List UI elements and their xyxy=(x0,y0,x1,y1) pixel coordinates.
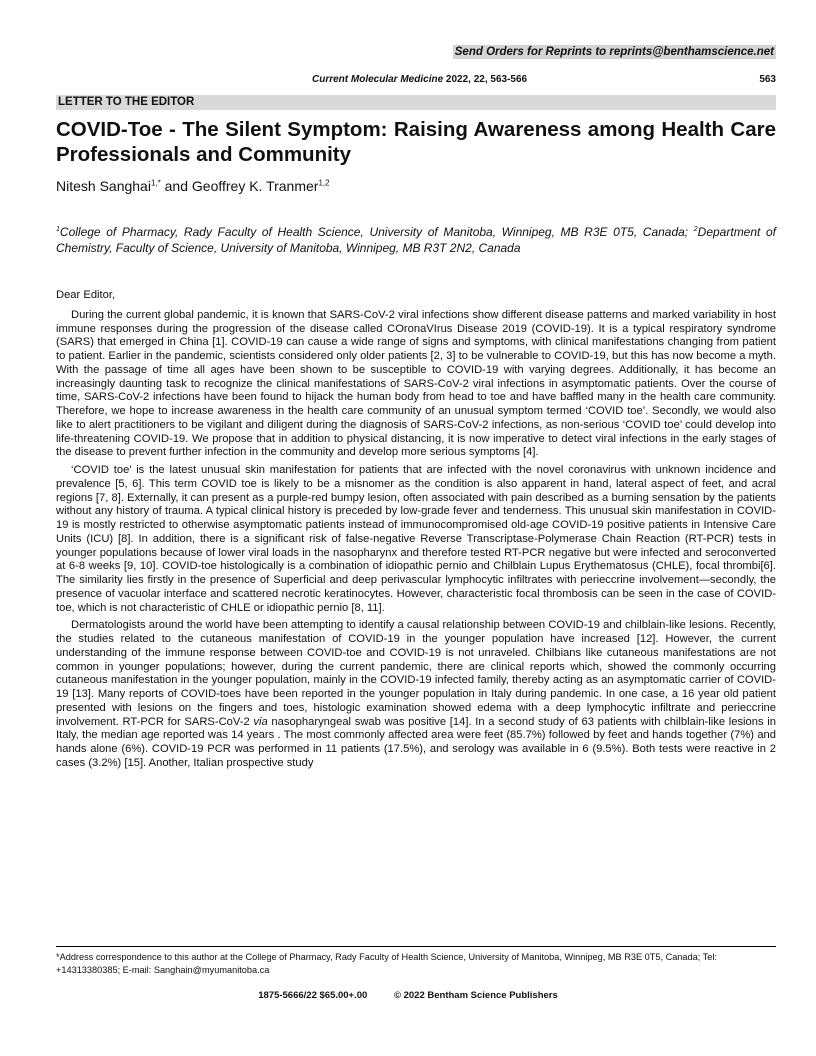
reprint-notice: Send Orders for Reprints to reprints@benthamscience.net xyxy=(454,46,774,58)
author-list xyxy=(56,178,330,194)
page-footer xyxy=(0,990,816,1001)
journal-issue: 2022, 22, 563-566 xyxy=(445,74,528,85)
paragraph-text: Dermatologists around the world have been attempting to identify a causal relationship between COVID-19 and chilblain-like lesions. Recently, the studies related to the cutaneous manifestation of COVID-19 in the younger population have increased [12]. However, the current understanding of the immune response between COVID-toe and COVID-19 is not unraveled. Chilbians like cutaneous manifestations are not common in younger populations; however, during the current pandemic, there are clinical reports which, showed the commonly occurring cutaneous manifestation in the younger population, mainly in the COVID-19 infected family, thereby acting as an asymptomatic carrier of COVID-19 [13]. Many reports of COVID-toes have been reported in the younger population in Italy during pandemic. In one case, a 16 year old patient presented with lesions on the fingers and toes, histologic examination showed edema with a deep lymphocytic infiltrate and perieccrine involvement. RT-PCR for SARS-CoV-2 xyxy=(56,619,776,728)
paragraph-text: nasopharyngeal swab was positive [14]. In a second study of 63 patients with chilblain-like lesions in Italy, the median age reported was 14 years . The most commonly affected area were feet (85.7%) followed by feet and hands together (7%) and hands alone (6%). COVID-19 PCR was performed in 11 patients (17.5%), and serology was available in 6 (9.5%). Both tests were reactive in 2 cases (3.2%) [15]. Another, Italian prospective study xyxy=(56,715,776,769)
affiliation-marker: 1 xyxy=(56,226,60,233)
author-affiliation-marker: 1,2 xyxy=(318,178,330,188)
affiliation-1: College of Pharmacy, Rady Faculty of Health Science, University of Manitoba, Winnipeg, MB R3E 0T5, Canada; xyxy=(59,225,694,239)
article-title: COVID-Toe - The Silent Symptom: Raising Awareness among Health Care Professionals and Community xyxy=(56,118,776,166)
salutation: Dear Editor, xyxy=(56,289,116,301)
issn-price: 1875-5666/22 $65.00+.00 xyxy=(258,990,368,1001)
article-body xyxy=(56,289,776,775)
journal-citation xyxy=(312,74,527,85)
affiliation-2: Department of Chemistry, Faculty of Science, University of Manitoba, Winnipeg, MB R3T 2N2, Canada xyxy=(56,225,776,255)
section-label: LETTER TO THE EDITOR xyxy=(56,95,776,110)
affiliation-marker: 2 xyxy=(693,226,698,233)
author-joiner: and xyxy=(160,178,192,194)
author-name: Nitesh Sanghai xyxy=(56,178,151,194)
paragraph: ‘COVID toe’ is the latest unusual skin manifestation for patients that are infected with the novel coronavirus with unknown incidence and prevalence [5, 6]. This term COVID toe is likely to be a misnomer as the condition is also apparent in hand, lateral aspect of feet, and acral regions [7, 8]. Externally, it can present as a purple-red bumpy lesion, often associated with pain described as a burning sensation by the patients without any history of trauma. A typical clinical history is preceded by low-grade fever and tenderness. This unusual skin manifestation in COVID-19 is mostly restricted to otherwise asymptomatic patients instead of immunocompromised old-age COVID-19 positive patients in Intensive Care Units (ICU) [8]. In addition, there is a significant risk of false-negative Reverse Transcriptase-Polymerase Chain Reaction (RT-PCR) tests in younger populations because of lower viral loads in the nasopharynx and therefore tested RT-PCR negative but were infected and seroconverted at 6-8 weeks [9, 10]. COVID-toe histologically is a combination of idiopathic pernio and Chilblain Lupus Erythematosus (CHLE), focal thrombi[6]. The similarity lies firstly in the presence of Superficial and deep perivascular lymphocytic infiltrates with perieccrine involvement—secondly, the presence of vacuolar interface and scattered necrotic keratinocytes. However, characteristic focal thrombosis can be seen in the case of COVID-toe, which is not characteristic of CHLE or idiopathic pernio [8, 11]. xyxy=(56,464,776,614)
correspondence-footnote: *Address correspondence to this author at the College of Pharmacy, Rady Faculty of Health Science, University of Manitoba, Winnipeg, MB R3E 0T5, Canada; Tel: +14313380385; E-mail: Sanghain@myumanitoba.ca xyxy=(56,952,717,975)
author-name: Geoffrey K. Tranmer xyxy=(191,178,319,194)
paragraph: During the current global pandemic, it is known that SARS-CoV-2 viral infections show different disease patterns and marked variability in host immune responses during the progression of the disease called COronaVIrus Disease 2019 (COVID-19). It is a typical respiratory syndrome (SARS) that emerged in China [1]. COVID-19 can cause a wide range of signs and symptoms, with clinical manifestations changing from patient to patient. Earlier in the pandemic, scientists considered only older patients [2, 3] to be vulnerable to COVID-19, but this has now become a myth. With the passage of time all ages have been shown to be susceptible to COVID-19 with varying degrees. Additionally, it has become an increasingly daunting task to recognize the clinical manifestations of SARS-CoV-2 viral infections in asymptomatic patients. Over the course of time, SARS-CoV-2 infections have been found to hijack the human body from head to toe and have baffled many in the health care community. Therefore, we hope to increase awareness in the health care community of an unusual symptom termed ‘COVID toe’. Secondly, we would also like to alert practitioners to be vigilant and diligent during the diagnosis of SARS-CoV-2 infections, as non-serious ‘COVID toe’ could develop into life-threatening COVID-19. We propose that in addition to physical distancing, it is now imperative to detect viral infections in the early stages of the disease to prevent further infection in the community and develop more serious symptoms [4]. xyxy=(56,308,776,459)
footnote-divider xyxy=(56,946,776,947)
italic-term: via xyxy=(253,715,268,728)
copyright: © 2022 Bentham Science Publishers xyxy=(393,990,558,1001)
page-number: 563 xyxy=(759,74,776,85)
paragraph xyxy=(56,619,776,770)
journal-name: Current Molecular Medicine xyxy=(312,74,444,85)
affiliations xyxy=(56,222,776,256)
author-affiliation-marker: 1,* xyxy=(150,178,161,188)
